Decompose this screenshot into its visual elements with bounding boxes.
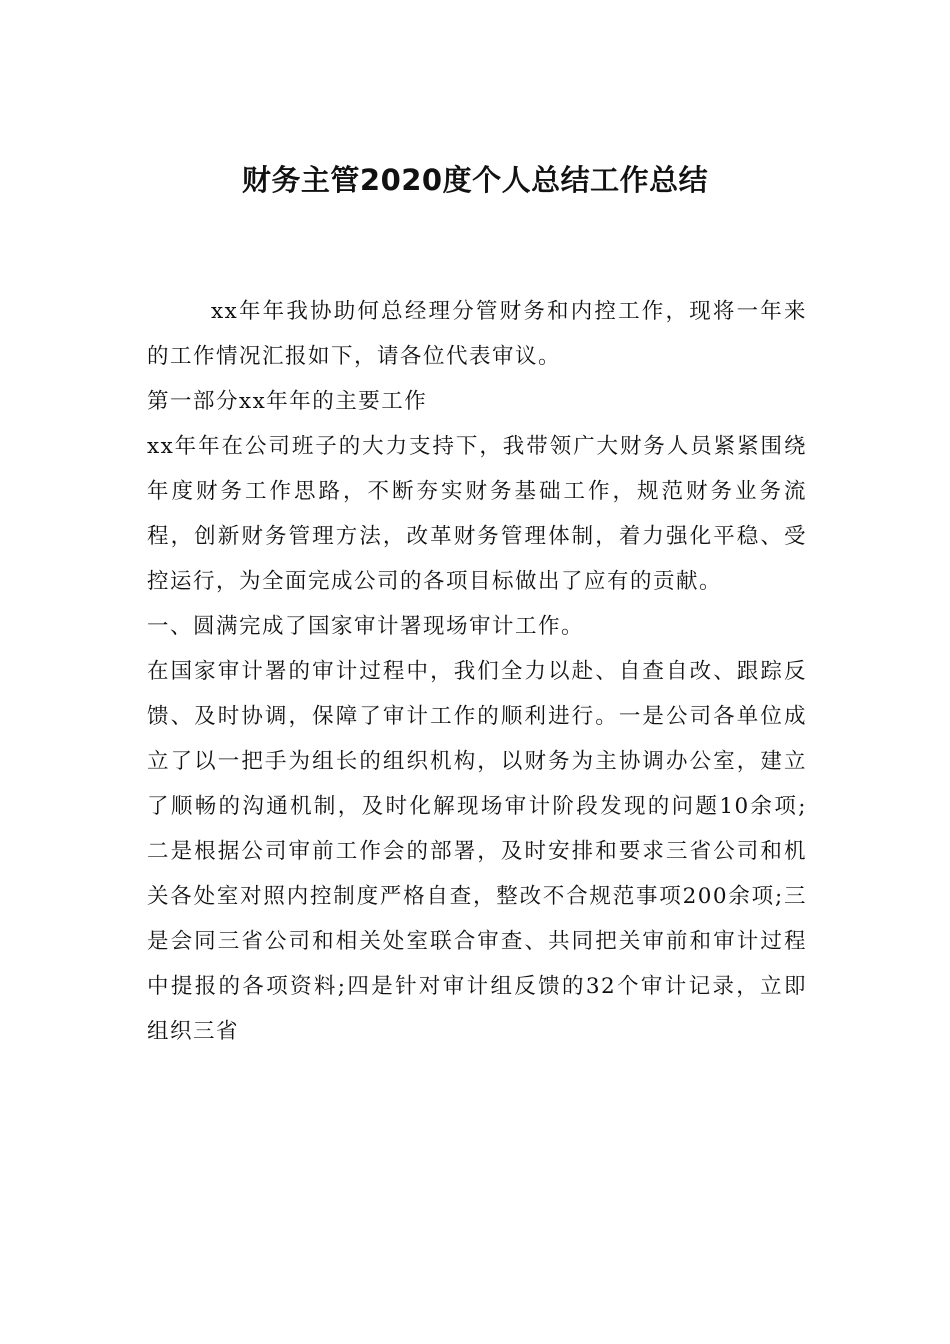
summary-paragraph: xx年年在公司班子的大力支持下，我带领广大财务人员紧紧围绕年度财务工作思路，不断夯实财务基础工作，规范财务业务流程，创新财务管理方法，改革财务管理体制，着力强化平稳、受控运行，为全面完成公司的各项目标做出了应有的贡献。 [147,434,807,594]
document-title: 财务主管2020度个人总结工作总结 [241,163,709,197]
item-heading-audit: 一、圆满完成了国家审计署现场审计工作。 [147,614,585,639]
audit-detail-paragraph: 在国家审计署的审计过程中，我们全力以赴、自查自改、跟踪反馈、及时协调，保障了审计工作的顺利进行。一是公司各单位成立了以一把手为组长的组织机构，以财务为主协调办公室，建立了顺畅的沟通机制，及时化解现场审计阶段发现的问题10余项;二是根据公司审前工作会的部署，及时安排和要求三省公司和机关各处室对照内控制度严格自查，整改不合规范事项200余项;三是会同三省公司和相关处室联合审查、共同把关审前和审计过程中提报的各项资料;四是针对审计组反馈的32个审计记录，立即组织三省 [147,659,807,1044]
section-heading-part-one: 第一部分xx年年的主要工作 [147,389,428,414]
document-body [147,289,807,1054]
intro-paragraph: xx年年我协助何总经理分管财务和内控工作，现将一年来的工作情况汇报如下，请各位代表审议。 [147,299,807,369]
